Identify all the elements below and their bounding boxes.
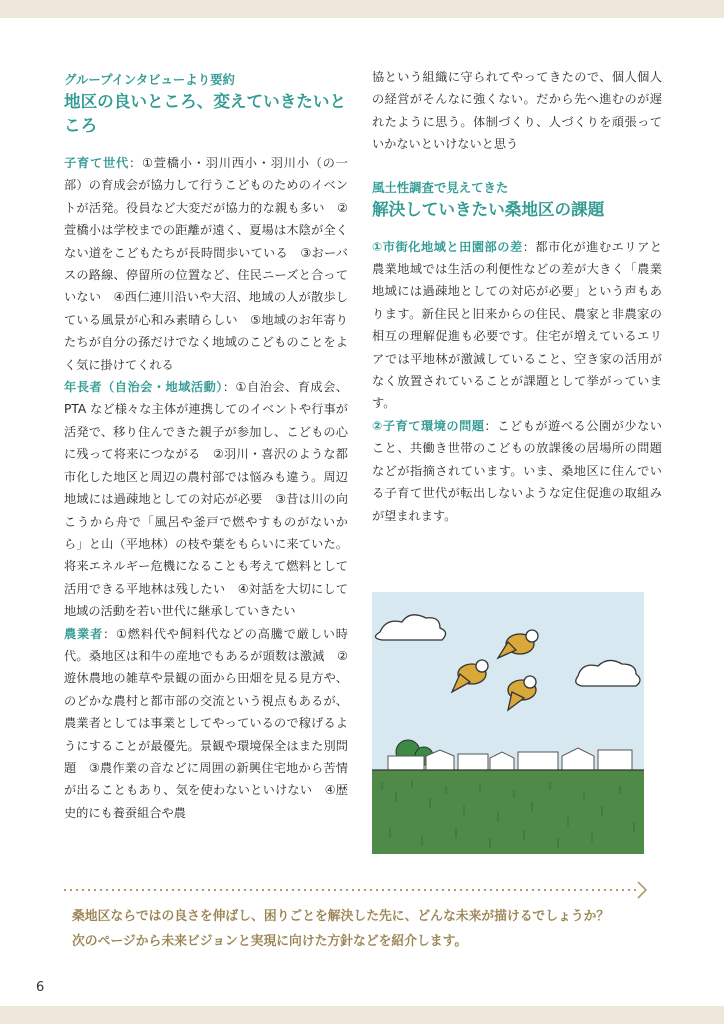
page-number: 6	[36, 980, 45, 995]
closing-line: 桑地区ならではの良さを伸ばし、困りごとを解決した先に、どんな未来が描けるでしょうか？	[72, 909, 610, 924]
left-column	[64, 70, 348, 824]
paragraph-lead: ①市街化地域と田園部の差	[372, 239, 523, 254]
paragraph-farmers	[64, 623, 348, 825]
right-column	[372, 66, 662, 527]
paragraph-text: ：①自治会、育成会、PTA など様々な主体が連携してのイベントや行事が活発で、移り住んできた親子が参加し、こどもの心に残って将来につながる ②羽川・喜沢のような都市化した地区と周辺の農村部では悩みも違う。周辺地域には過疎地としての対応が必要 ③昔は川の向こうから舟で「風呂や釜戸で燃やすものがないから」と山（平地林）の枝や葉をもらいに来ていた。将来エネルギー危機になることも考えて燃料として活用できる平地林は残したい ④対話を大切にして地域の活動を若い世代に継承していきたい	[64, 380, 348, 619]
paragraph-parents	[64, 152, 348, 376]
bottom-band	[0, 1006, 724, 1024]
paragraph-lead: 子育て世代	[64, 156, 130, 170]
section-heading: 解決していきたい桑地区の課題	[372, 199, 605, 219]
closing-message	[72, 904, 672, 954]
paragraph-continuation: 協という組織に守られてやってきたので、個人個人の経営がそんなに強くない。だから先へ進むのが遅れたように思う。体制づくり、人づくりを頑張っていかないといけないと思う	[372, 70, 662, 152]
paragraph-elders	[64, 376, 348, 622]
top-band	[0, 0, 724, 18]
paragraph-text: ：都市化が進むエリアと農業地域では生活の利便性などの差が大きく「農業地域には過疎地としての対応が必要」という声もあります。新住民と旧来からの住民、農家と非農家の相互の理解促進も必要です。住宅が増えているエリアでは平地林が激減していること、空き家の活用がなく放置されていることが課題として挙がっています。	[372, 239, 662, 411]
closing-line: 次のページから未来ビジョンと実現に向けた方針などを紹介します。	[72, 934, 468, 949]
paragraph-text: ：①燃料代や飼料代などの高騰で厳しい時代。桑地区は和牛の産地でもあるが頭数は激減 ②遊休農地の雑草や景観の面から田畑を見る見方や、のどかな農村と都市部の交流という視点もあるが、農業者としては事業としてやっているので稼げるようにすることが最優先。景観や環境保全はまた別問題 ③農作業の音などに周囲の新興住宅地から苦情が出ることもあり、気を使わないといけない ④歴史的にも養蚕組合や農	[64, 626, 348, 820]
paragraph-lead: 農業者	[64, 626, 104, 641]
paragraph-text: ：こどもが遊べる公園が少ないこと、共働き世帯のこどもの放課後の居場所の問題などが指摘されています。いま、桑地区に住んでいる子育て世代が転出しないような定住促進の取組みが望まれます。	[372, 418, 662, 523]
section-kicker: グループインタビューより要約	[64, 72, 235, 87]
dotted-divider-arrow	[64, 880, 650, 900]
paragraph-childcare	[372, 415, 662, 527]
paragraph-lead: 年長者（自治会・地域活動）	[64, 380, 223, 395]
section-heading: 地区の良いところ、変えていきたいところ	[64, 92, 347, 135]
landscape-illustration	[372, 592, 644, 854]
paragraph-urban-rural	[372, 236, 662, 415]
paragraph-text: ：①萱橋小・羽川西小・羽川小（の一部）の育成会が協力して行うこどものためのイベントが活発。役員など大変だが協力的な親も多い ②萱橋小は学校までの距離が遠く、夏場は木陰が全くない道をこどもたちが長時間歩いている ③おーバスの路線、停留所の位置など、住民ニーズと合っていない ④西仁連川沿いや大沼、地域の人が散歩している風景が心和み素晴らしい ⑤地域のお年寄りたちが自分の孫だけでなく地域のこどものことをよく気に掛けてくれる	[64, 156, 348, 372]
paragraph-lead: ②子育て環境の問題	[372, 418, 485, 433]
issues-section	[372, 178, 662, 527]
section-kicker: 風土性調査で見えてきた	[372, 179, 509, 195]
